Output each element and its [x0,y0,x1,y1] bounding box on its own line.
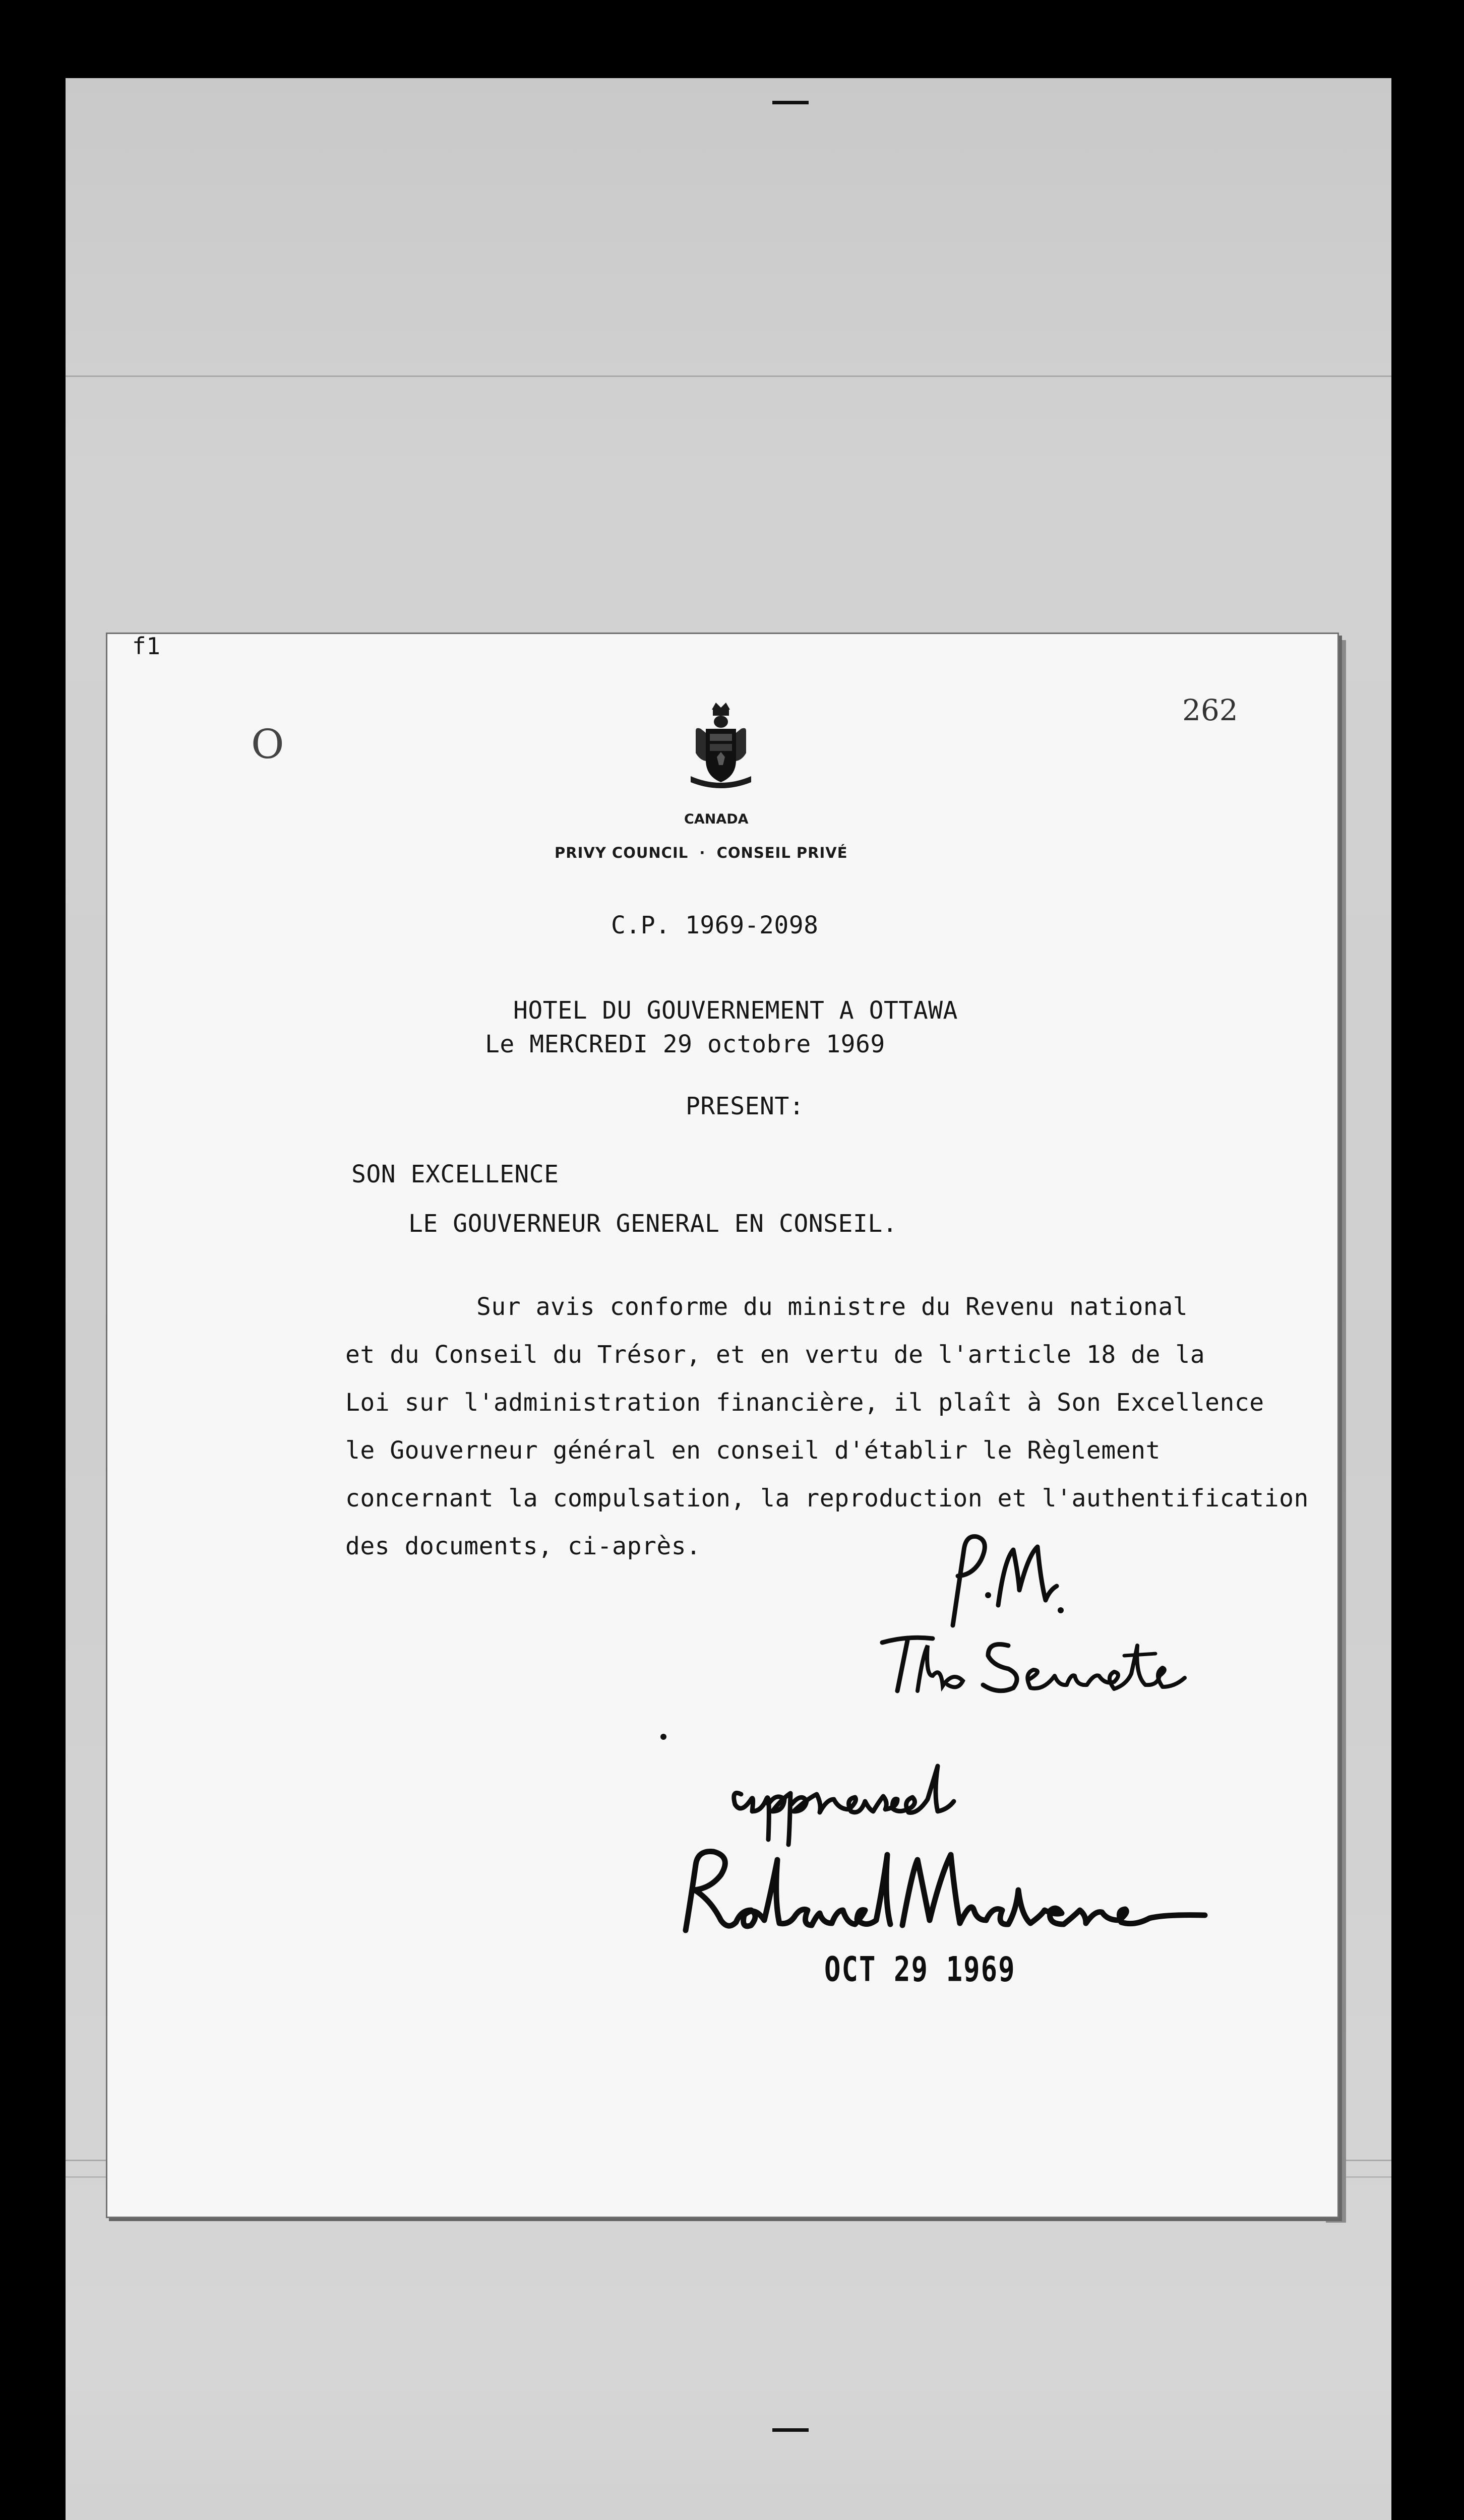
circle-mark: O [251,721,284,768]
page-serial-number: 262 [1182,693,1238,727]
date-stamp: OCT 29 1969 [824,1949,1016,1989]
date-line: Le MERCREDI 29 octobre 1969 [485,1030,885,1058]
document-sheet [106,633,1339,2218]
body-line: Sur avis conforme du ministre du Revenu national [476,1293,1188,1321]
order-number: C.P. 1969-2098 [611,911,819,939]
frame-tick-mark [772,101,809,104]
canada-coat-of-arms-icon [686,701,756,794]
body-line: des documents, ci-après. [345,1532,701,1560]
handwritten-initials [938,1530,1069,1635]
ink-dot [660,1734,666,1740]
file-mark: f1 [132,633,161,660]
addressee-line-2: LE GOUVERNEUR GENERAL EN CONSEIL. [408,1210,898,1238]
letterhead-council: PRIVY COUNCIL · CONSEIL PRIVÉ [555,844,848,861]
letterhead-country: CANADA [684,811,749,827]
addressee-line-1: SON EXCELLENCE [351,1160,559,1188]
body-line: concernant la compulsation, la reproduction et l'authentification [345,1484,1309,1513]
body-line: et du Conseil du Trésor, et en vertu de l'article 18 de la [345,1341,1205,1369]
frame-tick-mark [772,2428,809,2432]
handwritten-approved [726,1759,958,1850]
frame-divider-line [66,375,1391,377]
body-line: le Gouverneur général en conseil d'établir le Règlement [345,1436,1161,1465]
location-line: HOTEL DU GOUVERNEMENT A OTTAWA [513,996,958,1025]
body-line: Loi sur l'administration financière, il plaît à Son Excellence [345,1389,1264,1417]
present-heading: PRESENT: [686,1092,805,1120]
handwritten-senate-note [877,1625,1190,1706]
governor-general-signature [665,1840,1210,1945]
